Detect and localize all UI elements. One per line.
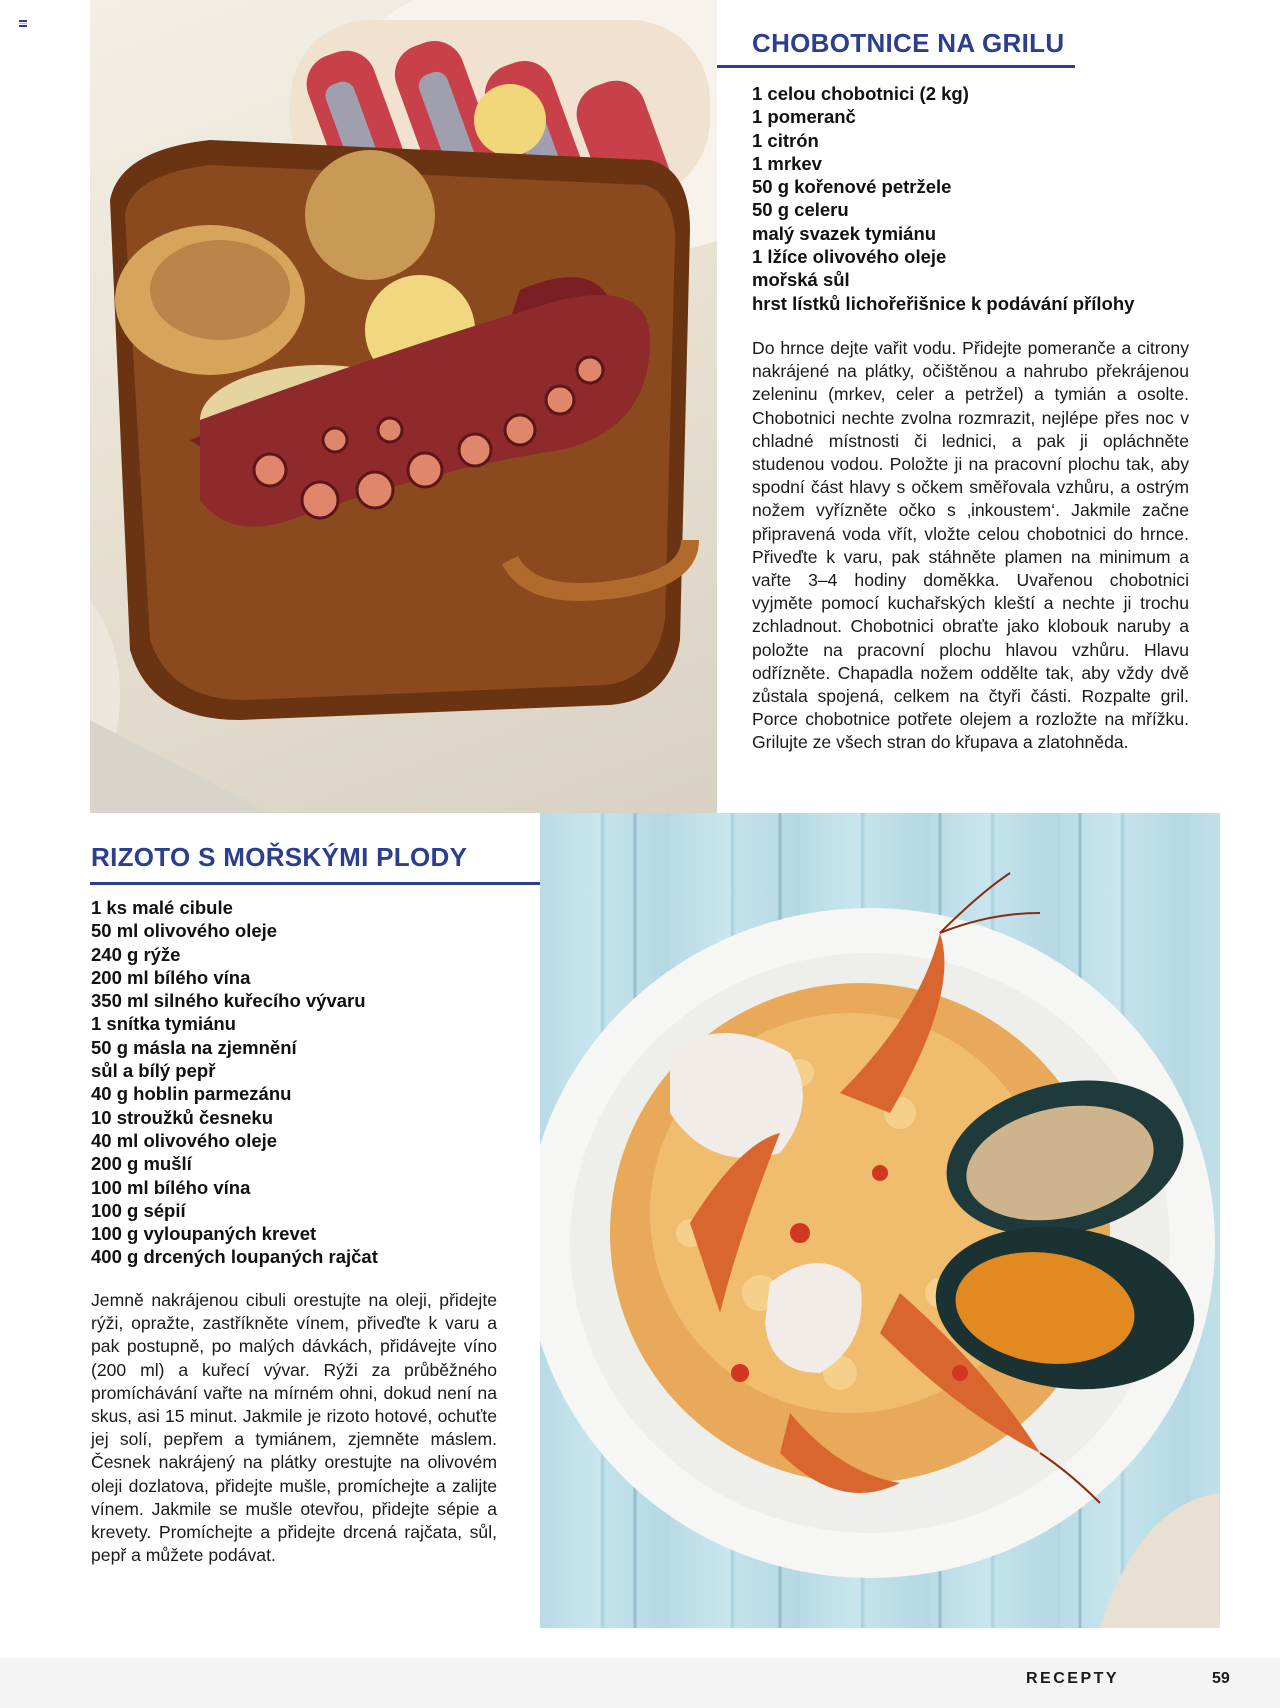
ingredient-item: 100 g sépií — [91, 1199, 186, 1221]
ingredient-item: 1 pomeranč — [752, 106, 856, 128]
corner-mark — [19, 20, 27, 27]
risotto-ingredient-list — [91, 896, 531, 1269]
risotto-dish-photo — [540, 813, 1220, 1628]
ingredient-item: 350 ml silného kuřecího vývaru — [91, 990, 366, 1012]
octopus-recipe-title: CHOBOTNICE NA GRILU — [752, 28, 1065, 58]
ingredient-item: sůl a bílý pepř — [91, 1060, 216, 1082]
ingredient-item: 50 g celeru — [752, 199, 849, 221]
ingredient-item: 1 mrkev — [752, 152, 822, 174]
ingredient-item: mořská sůl — [752, 269, 850, 291]
ingredient-item: 50 g másla na zjemnění — [91, 1036, 297, 1058]
risotto-title-underline — [90, 882, 540, 885]
octopus-dish-photo — [90, 0, 717, 813]
ingredient-item: hrst lístků lichořeřišnice k podávání přílohy — [752, 292, 1135, 314]
ingredient-item: 50 g kořenové petržele — [752, 176, 952, 198]
ingredient-item: 1 lžíce olivového oleje — [752, 246, 947, 268]
ingredient-item: 100 g vyloupaných krevet — [91, 1223, 317, 1245]
ingredient-item: 200 ml bílého vína — [91, 966, 251, 988]
ingredient-item: 1 celou chobotnici (2 kg) — [752, 83, 969, 104]
octopus-title-underline — [717, 65, 1075, 68]
ingredient-item: 400 g drcených loupaných rajčat — [91, 1246, 378, 1268]
risotto-recipe-title: RIZOTO S MOŘSKÝMI PLODY — [91, 842, 468, 872]
ingredient-item: 100 ml bílého vína — [91, 1176, 251, 1198]
ingredient-item: 40 g hoblin parmezánu — [91, 1083, 292, 1105]
ingredient-item: 200 g mušlí — [91, 1153, 192, 1175]
page-number: 59 — [1212, 1670, 1230, 1687]
octopus-ingredient-list — [752, 82, 1222, 315]
octopus-method-text: Do hrnce dejte vařit vodu. Přidejte pomeranče a citrony nakrájené na plátky, očištěnou a nahrubo překrájenou zeleninu (mrkev, celer a petržel) a tymián a osolte. Chobotnici nechte zvolna rozmrazit, nejlépe přes noc v chladné místnosti či lednici, a pak ji opláchněte studenou vodou. Položte ji na pracovní plochu tak, aby spodní část hlavy s očkem směřovala vzhůru, a ostrým nožem vyřízněte očko s ‚inkoustem‘. Jakmile začne připravená voda vřít, vložte celou chobotnici do hrnce. Přiveďte k varu, pak stáhněte plamen na minimum a vařte 3–4 hodiny doměkka. Uvařenou chobotnici vyjměte pomocí kuchařských kleští a nechte ji trochu zchladnout. Chobotnici obraťte jako klobouk naruby a položte na pracovní plochu hlavou vzhůru. Hlavu odřízněte. Chapadla nožem oddělte tak, aby vždy dvě zůstala spojená, celkem na čtyři části. Rozpalte gril. Porce chobotnice potřete olejem a rozložte na mřížku. Grilujte ze všech stran do křupava a zlatohněda. — [752, 338, 1189, 753]
ingredient-item: 1 citrón — [752, 129, 819, 151]
ingredient-item: 1 ks malé cibule — [91, 897, 233, 918]
ingredient-item: 40 ml olivového oleje — [91, 1129, 278, 1151]
ingredient-item: malý svazek tymiánu — [752, 222, 937, 244]
ingredient-item: 50 ml olivového oleje — [91, 920, 278, 942]
ingredient-item: 10 stroužků česneku — [91, 1106, 273, 1128]
ingredient-item: 1 snítka tymiánu — [91, 1013, 236, 1035]
ingredient-item: 240 g rýže — [91, 943, 181, 965]
section-label: RECEPTY — [1026, 1670, 1120, 1687]
risotto-method-text: Jemně nakrájenou cibuli orestujte na oleji, přidejte rýži, opražte, zastříkněte vínem, přiveďte k varu a pak postupně, po malých dávkách, přidávejte víno (200 ml) a kuřecí vývar. Rýži za průběžného promíchávání vařte na mírném ohni, dokud není na skus, asi 15 minut. Jakmile je rizoto hotové, ochuťte jej solí, pepřem a tymiánem, zjemněte máslem. Česnek nakrájený na plátky orestujte na olivovém oleji dozlatova, přidejte mušle, promíchejte a zalijte vínem. Jakmile se mušle otevřou, přidejte sépie a krevety. Promíchejte a přidejte drcená rajčata, sůl, pepř a můžete podávat. — [91, 1290, 497, 1566]
